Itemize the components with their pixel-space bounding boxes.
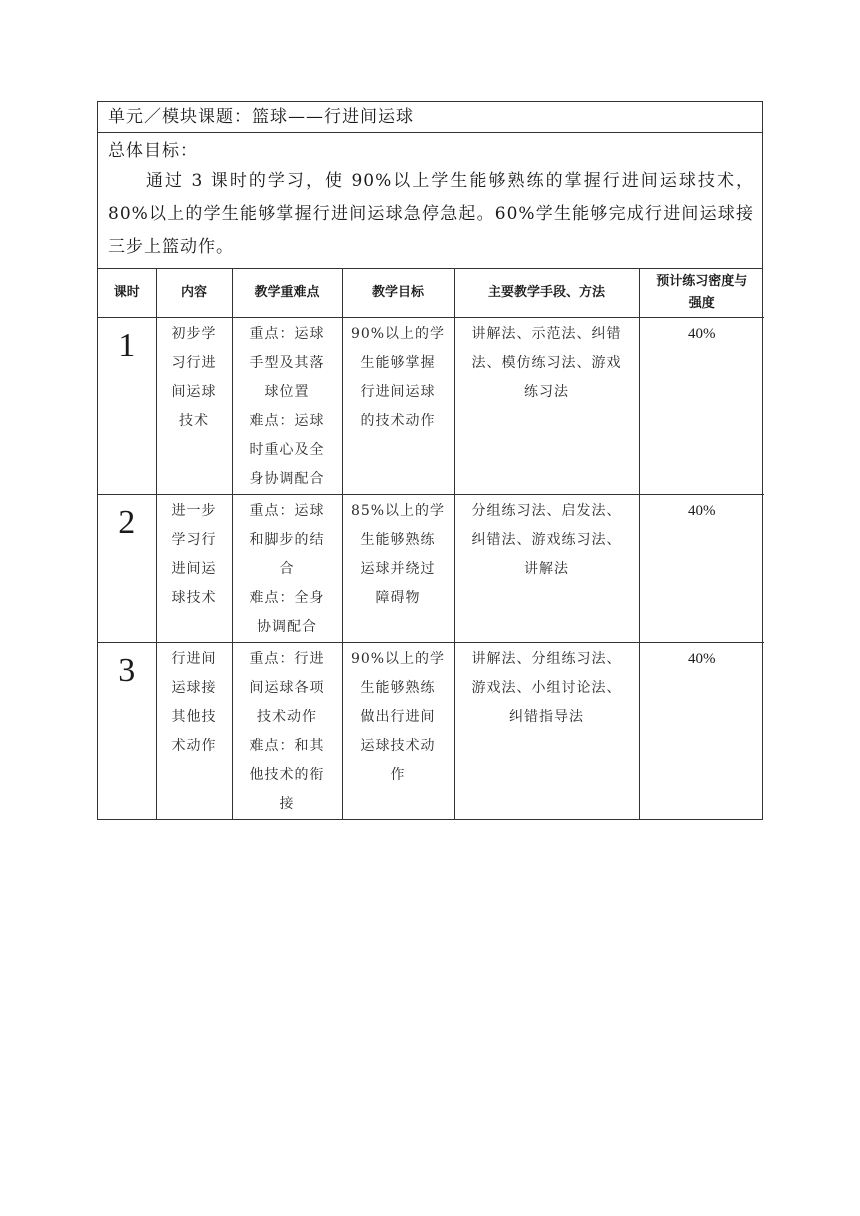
objective-cell — [342, 317, 454, 494]
content-cell — [156, 494, 232, 642]
lesson-table — [98, 269, 764, 819]
key-points-line: 难点：和其 — [249, 737, 325, 754]
methods-cell — [454, 642, 639, 819]
content-line: 技术 — [179, 412, 209, 429]
key-points-line: 重点：运球 — [249, 325, 325, 342]
content-line: 习行进 — [171, 354, 217, 371]
methods-line: 纠错指导法 — [509, 708, 584, 725]
objective-line: 生能够熟练 — [360, 531, 436, 548]
methods-line: 讲解法、分组练习法、 — [471, 650, 622, 667]
key-points-line: 接 — [279, 795, 295, 812]
methods-line: 练习法 — [524, 383, 569, 400]
key-points-line: 间运球各项 — [249, 679, 325, 696]
key-points-line: 协调配合 — [257, 618, 317, 635]
key-points-line: 难点：全身 — [249, 589, 325, 606]
methods-line: 讲解法 — [524, 560, 569, 577]
header-density — [639, 269, 764, 317]
table-row — [98, 494, 764, 642]
density-cell: 40% — [688, 650, 716, 667]
header-key-points: 教学重难点 — [232, 269, 342, 317]
objective-line: 作 — [390, 766, 406, 783]
key-points-cell — [232, 317, 342, 494]
objective-line: 做出行进间 — [360, 708, 436, 725]
overall-goal-section — [98, 133, 762, 269]
objective-line: 90%以上的学 — [350, 650, 446, 667]
objective-line: 85%以上的学 — [350, 502, 446, 519]
content-cell — [156, 642, 232, 819]
objective-line: 90%以上的学 — [350, 325, 446, 342]
content-line: 学习行 — [171, 531, 217, 548]
key-points-line: 时重心及全 — [249, 441, 325, 458]
objective-line: 的技术动作 — [360, 412, 436, 429]
objective-line: 运球并绕过 — [360, 560, 436, 577]
table-header-row — [98, 269, 764, 317]
lesson-number: 1 — [98, 317, 156, 494]
key-points-line: 手型及其落 — [249, 354, 325, 371]
methods-cell — [454, 317, 639, 494]
lesson-number: 3 — [98, 642, 156, 819]
methods-line: 纠错法、游戏练习法、 — [471, 531, 622, 548]
content-line: 进间运 — [171, 560, 217, 577]
content-line: 进一步 — [171, 502, 217, 519]
content-cell — [156, 317, 232, 494]
goal-label: 总体目标： — [108, 141, 198, 161]
header-density-line1: 预计练习密度与 — [656, 273, 748, 289]
header-methods: 主要教学手段、方法 — [454, 269, 639, 317]
key-points-line: 重点：运球 — [249, 502, 325, 519]
methods-cell — [454, 494, 639, 642]
objective-line: 障碍物 — [375, 589, 421, 606]
objective-cell — [342, 494, 454, 642]
key-points-line: 难点：运球 — [249, 412, 325, 429]
header-density-line2: 强度 — [688, 295, 715, 311]
table-row — [98, 642, 764, 819]
content-line: 术动作 — [171, 737, 217, 754]
goal-text: 通过 3 课时的学习，使 90%以上学生能够熟练的掌握行进间运球技术，80%以上的学生能够掌握行进间运球急停急起。60%学生能够完成行进间运球接三步上篮动作。 — [108, 171, 754, 257]
lesson-number: 2 — [98, 494, 156, 642]
header-lesson: 课时 — [98, 269, 156, 317]
objective-line: 运球技术动 — [360, 737, 436, 754]
content-line: 运球接 — [171, 679, 217, 696]
key-points-cell — [232, 494, 342, 642]
content-line: 间运球 — [171, 383, 217, 400]
content-line: 初步学 — [171, 325, 217, 342]
key-points-line: 他技术的衔 — [249, 766, 325, 783]
objective-line: 生能够熟练 — [360, 679, 436, 696]
unit-title: 单元／模块课题：篮球——行进间运球 — [98, 102, 762, 133]
objective-line: 生能够掌握 — [360, 354, 436, 371]
key-points-cell — [232, 642, 342, 819]
density-cell: 40% — [639, 317, 764, 494]
methods-line: 游戏法、小组讨论法、 — [471, 679, 622, 696]
objective-line: 行进间运球 — [360, 383, 436, 400]
key-points-line: 技术动作 — [257, 708, 317, 725]
header-content: 内容 — [156, 269, 232, 317]
methods-line: 分组练习法、启发法、 — [471, 502, 622, 519]
content-line: 其他技 — [171, 708, 217, 725]
lesson-plan-document — [97, 101, 763, 820]
content-line: 球技术 — [171, 589, 217, 606]
key-points-line: 身协调配合 — [249, 470, 325, 487]
density-cell: 40% — [639, 494, 764, 642]
key-points-line: 球位置 — [264, 383, 310, 400]
header-objective: 教学目标 — [342, 269, 454, 317]
key-points-line: 重点：行进 — [249, 650, 325, 667]
methods-line: 法、模仿练习法、游戏 — [471, 354, 622, 371]
content-line: 行进间 — [171, 650, 217, 667]
key-points-line: 合 — [279, 560, 295, 577]
objective-cell — [342, 642, 454, 819]
key-points-line: 和脚步的结 — [249, 531, 325, 548]
table-row — [98, 317, 764, 494]
methods-line: 讲解法、示范法、纠错 — [471, 325, 622, 342]
